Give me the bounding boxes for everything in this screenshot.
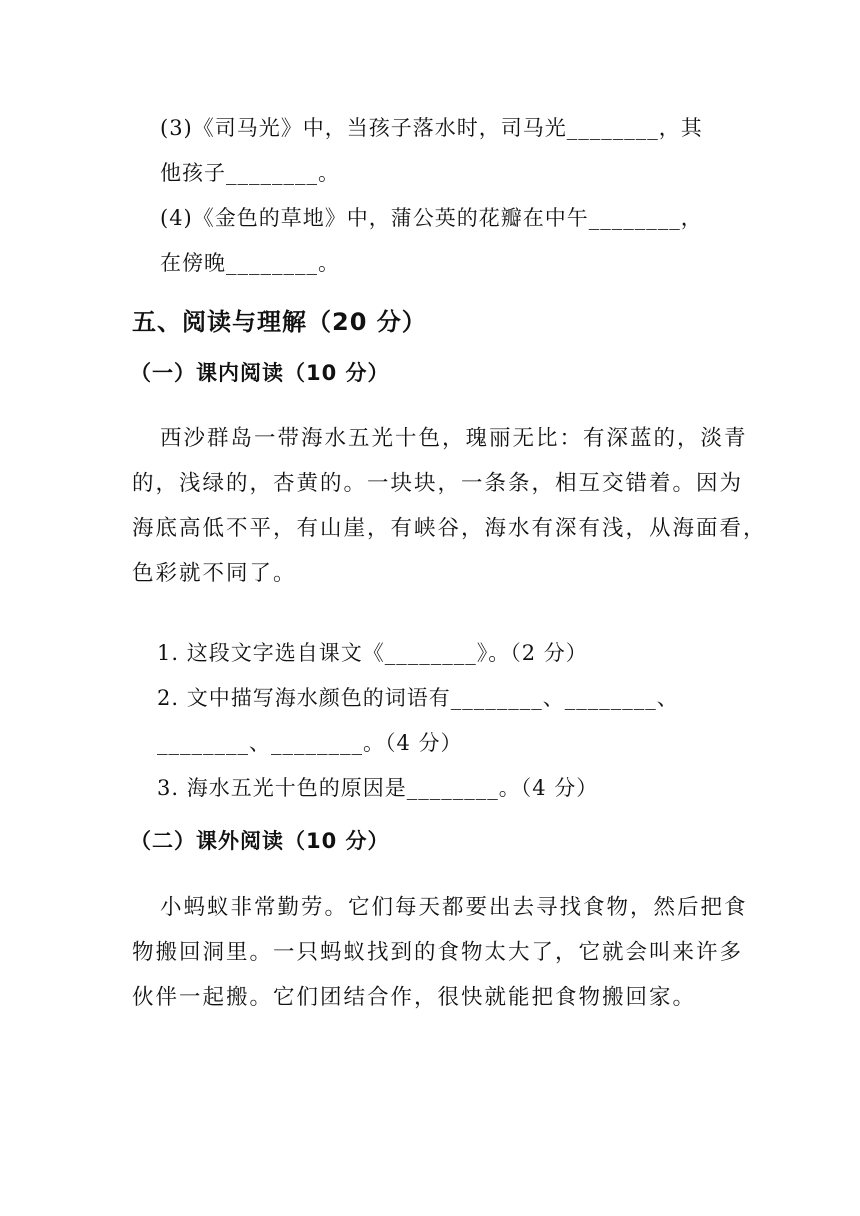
part-1-question-2-line-2: ________、________。（4 分） xyxy=(157,731,463,755)
fill-in-question-3-line-1: (3)《司马光》中，当孩子落水时，司马光________，其 xyxy=(160,116,703,140)
part-1-passage-line-3: 海底高低不平，有山崖，有峡谷，海水有深有浅，从海面看， xyxy=(132,516,767,541)
part-2-passage-line-3: 伙伴一起搬。它们团结合作，很快就能把食物搬回家。 xyxy=(132,985,697,1010)
section-5-title: 五、阅读与理解（20 分） xyxy=(132,308,427,336)
part-2-passage-line-2: 物搬回洞里。一只蚂蚁找到的食物太大了，它就会叫来许多 xyxy=(132,940,744,965)
part-1-question-3: 3. 海水五光十色的原因是________。（4 分） xyxy=(157,776,599,800)
part-1-title: （一）课内阅读（10 分） xyxy=(130,361,390,385)
fill-in-question-4-line-2: 在傍晚________。 xyxy=(160,251,340,275)
fill-in-question-3-line-2: 他孩子________。 xyxy=(160,161,340,185)
part-1-passage-line-1: 西沙群岛一带海水五光十色，瑰丽无比：有深蓝的，淡青 xyxy=(160,426,748,451)
part-2-title: （二）课外阅读（10 分） xyxy=(130,829,390,853)
part-1-question-2-line-1: 2. 文中描写海水颜色的词语有________、________、 xyxy=(157,686,679,710)
part-1-question-1: 1. 这段文字选自课文《________》。（2 分） xyxy=(157,641,588,665)
part-2-passage-line-1: 小蚂蚁非常勤劳。它们每天都要出去寻找食物，然后把食 xyxy=(160,895,748,920)
part-1-passage-line-2: 的，浅绿的，杏黄的。一块块，一条条，相互交错着。因为 xyxy=(132,471,744,496)
part-1-passage-line-4: 色彩就不同了。 xyxy=(132,561,297,586)
fill-in-question-4-line-1: (4)《金色的草地》中，蒲公英的花瓣在中午________， xyxy=(160,206,703,230)
